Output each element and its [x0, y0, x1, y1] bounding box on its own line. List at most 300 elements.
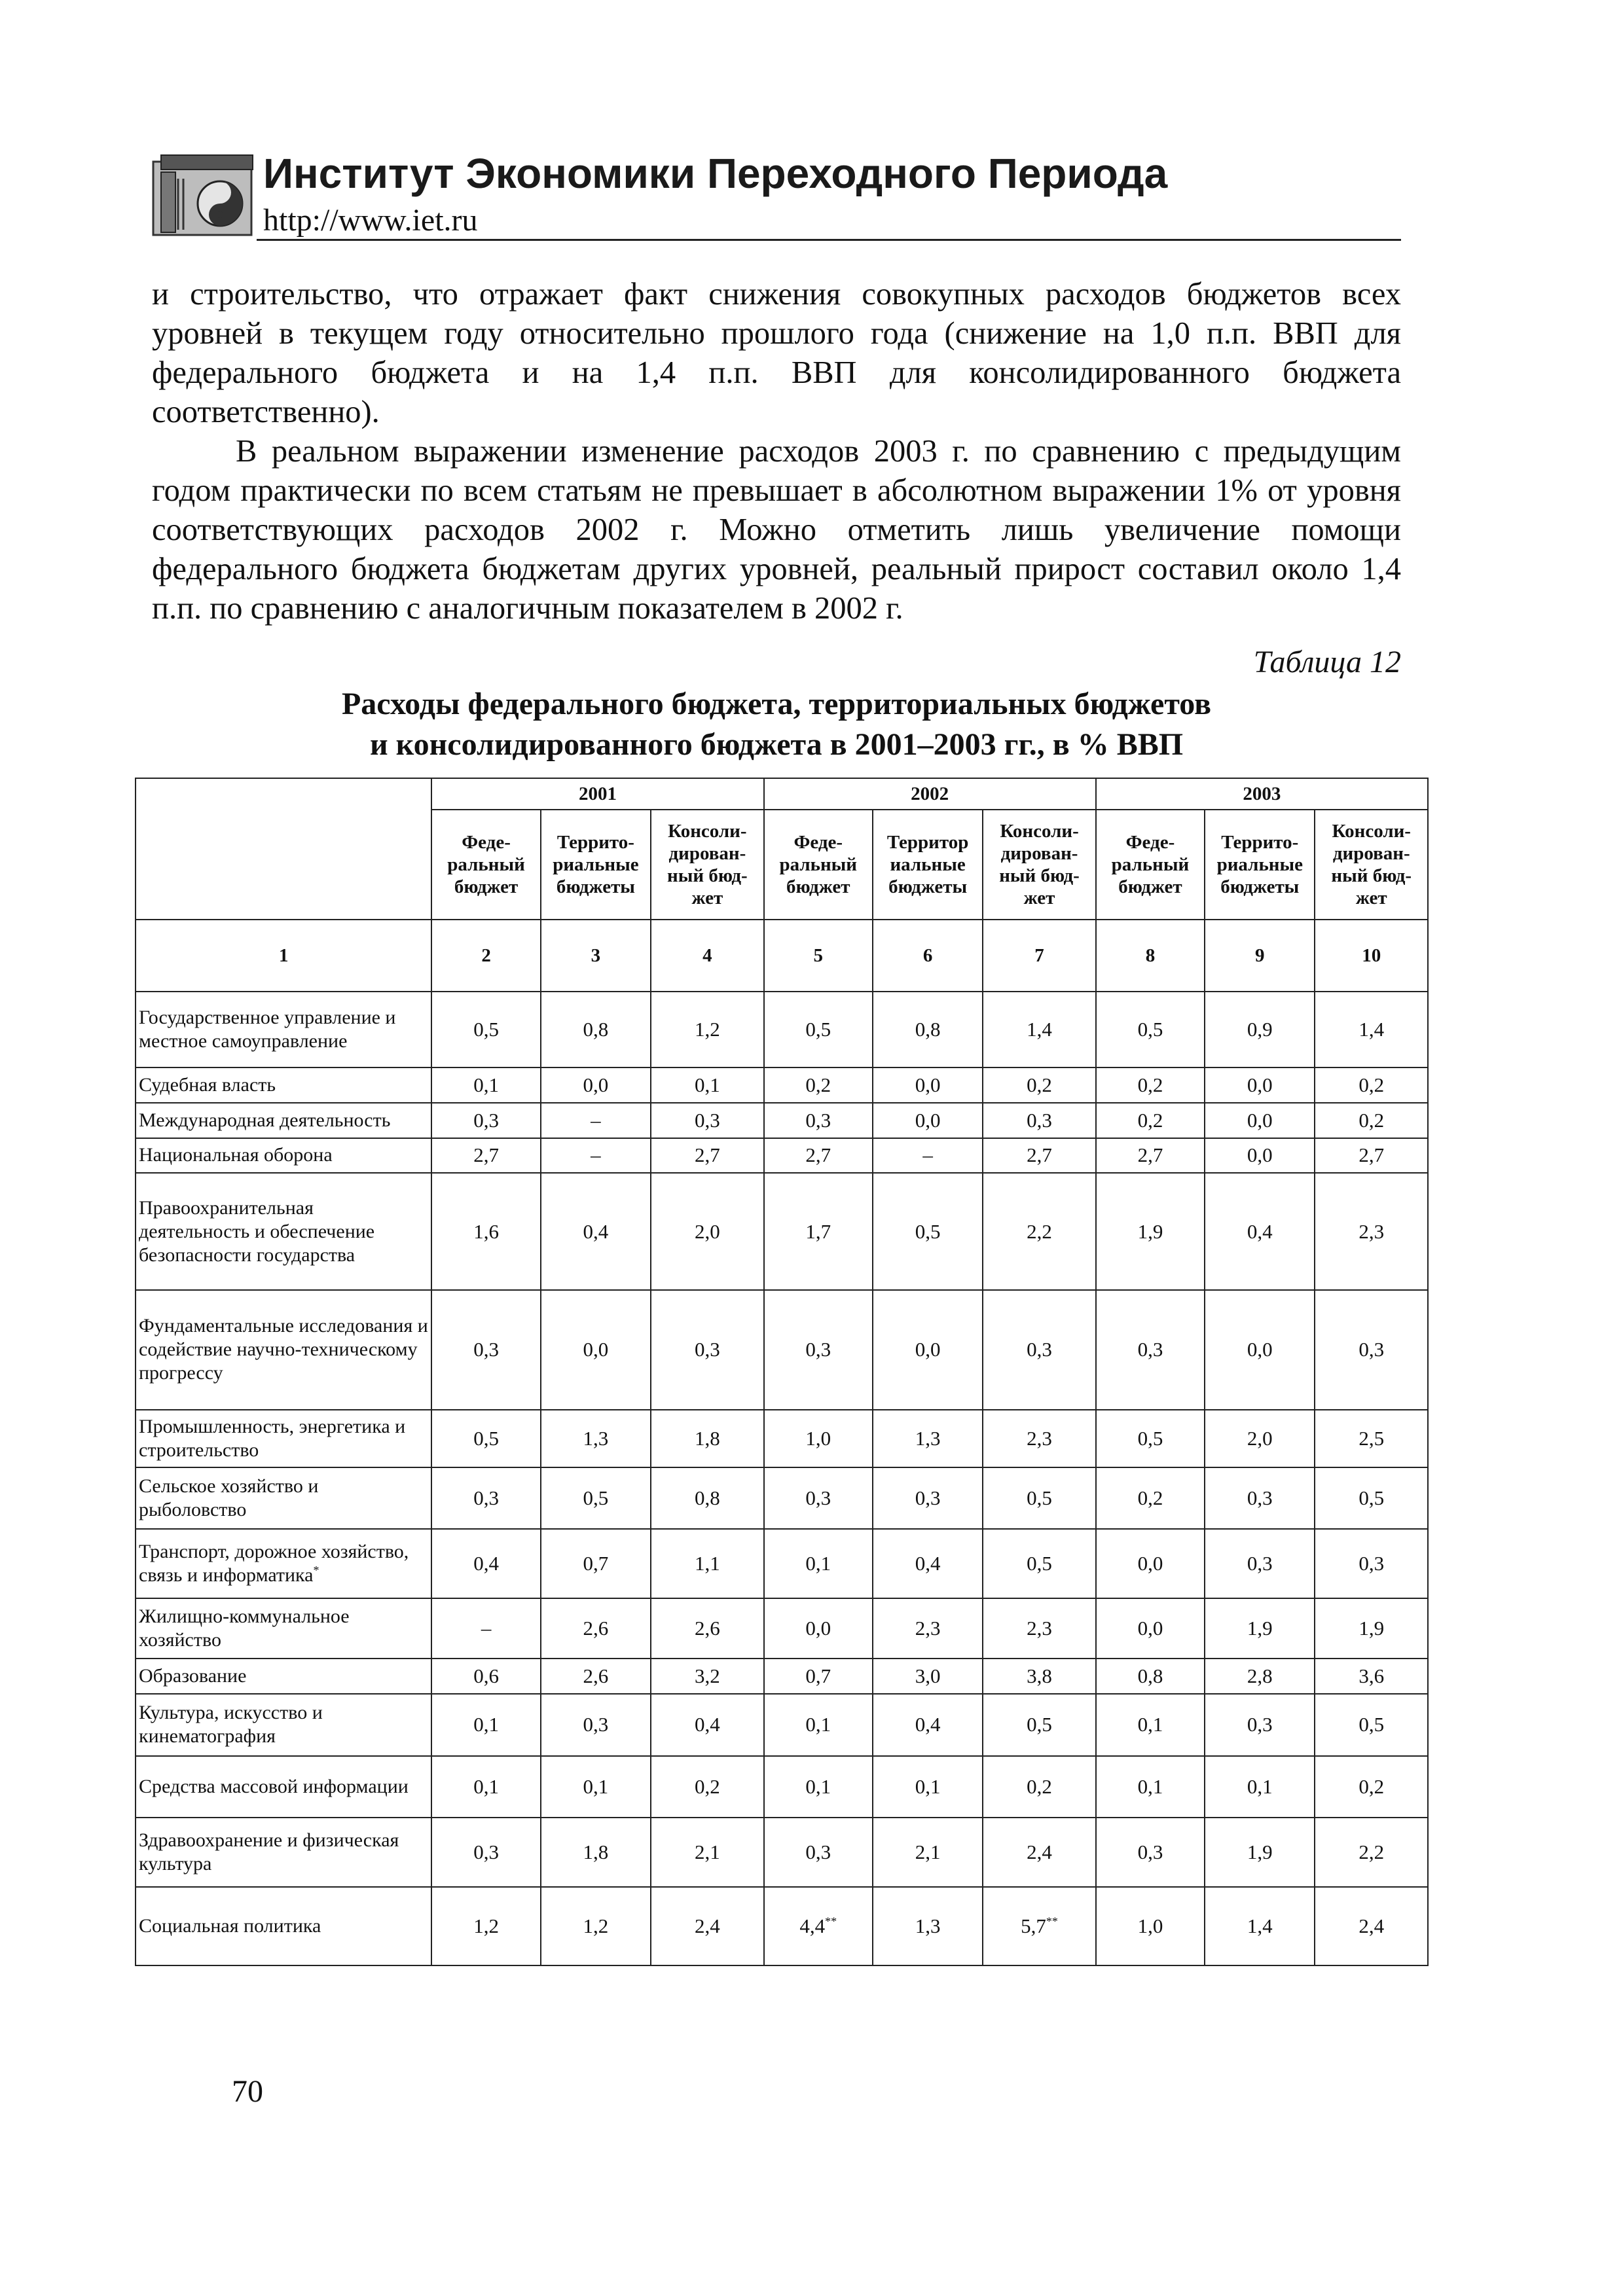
- table-cell: [873, 1410, 983, 1467]
- cell-value: 0,3: [1137, 1338, 1163, 1361]
- cell-value: 2,4: [1027, 1840, 1052, 1863]
- table-cell: [1096, 1290, 1205, 1410]
- subheader: Территор иальные бюджеты: [873, 810, 983, 920]
- year-header: 2002: [764, 778, 1096, 810]
- table-cell: [764, 1467, 873, 1530]
- row-label: [136, 1467, 431, 1530]
- table-cell: [764, 1818, 873, 1886]
- table-cell: [431, 1818, 540, 1886]
- cell-value: 0,0: [583, 1073, 609, 1096]
- cell-value: 2,8: [1247, 1664, 1273, 1688]
- row-label: [136, 1659, 431, 1694]
- table-cell: [1315, 1067, 1428, 1103]
- cell-value: 4,4: [799, 1914, 826, 1937]
- table-title-line: Расходы федерального бюджета, территориальных бюджетов: [341, 687, 1211, 721]
- table-cell: [541, 1818, 651, 1886]
- cell-value: 0,5: [473, 1426, 499, 1450]
- table-cell: [1096, 1529, 1205, 1598]
- cell-value: 0,1: [473, 1774, 499, 1798]
- cell-value: 0,2: [1027, 1073, 1052, 1096]
- cell-value: 2,7: [694, 1143, 720, 1167]
- table-row: [136, 1173, 1428, 1289]
- table-row: [136, 1103, 1428, 1138]
- cell-value: –: [591, 1143, 601, 1167]
- table-cell: [431, 1598, 540, 1659]
- cell-value: 1,1: [694, 1552, 720, 1575]
- cell-value: 3,8: [1027, 1664, 1052, 1688]
- table-title-line: и консолидированного бюджета в 2001–2003 гг., в % ВВП: [369, 727, 1184, 762]
- table-cell: [1096, 1067, 1205, 1103]
- column-number: 6: [873, 920, 983, 992]
- table-cell: [431, 1529, 540, 1598]
- cell-value: 0,1: [694, 1073, 720, 1096]
- cell-value: 0,3: [1137, 1840, 1163, 1863]
- row-label: [136, 1067, 431, 1103]
- table-cell: [541, 1173, 651, 1289]
- table-label: Таблица 12: [1253, 645, 1401, 679]
- table-cell: [651, 1467, 763, 1530]
- row-label: [136, 1173, 431, 1289]
- cell-value: 0,3: [583, 1713, 609, 1736]
- cell-value: 0,1: [473, 1713, 499, 1736]
- cell-value: 3,2: [694, 1664, 720, 1688]
- cell-value: 2,3: [1359, 1219, 1385, 1243]
- institute-name: Институт Экономики Переходного Периода: [263, 150, 1168, 197]
- table-cell: [651, 1756, 763, 1818]
- header-row-numbers: [136, 920, 1428, 992]
- cell-value: 0,3: [1359, 1552, 1385, 1575]
- cell-value: 0,4: [473, 1552, 499, 1575]
- table-cell: [873, 1103, 983, 1138]
- table-cell: [541, 1410, 651, 1467]
- table-title: [152, 684, 1401, 765]
- table-cell: [541, 1103, 651, 1138]
- cell-value: 2,4: [1359, 1914, 1385, 1937]
- row-label: [136, 1598, 431, 1659]
- cell-value: 2,4: [694, 1914, 720, 1937]
- cell-value: 2,1: [915, 1840, 941, 1863]
- paragraph: и строительство, что отражает факт снижения совокупных расходов бюджетов всех уровней в текущем году относительно прошлого года (снижение на 1,0 п.п. ВВП для федерального бюджета и на 1,4 п.п. ВВП для консолидированного бюджета соответственно).: [152, 277, 1401, 429]
- table-cell: [1315, 1290, 1428, 1410]
- cell-value: 2,5: [1359, 1426, 1385, 1450]
- row-label-text: Транспорт, дорожное хозяйство, связь и информатика: [139, 1541, 409, 1587]
- table-cell: [651, 1818, 763, 1886]
- table-cell: [1315, 1173, 1428, 1289]
- row-label: [136, 1290, 431, 1410]
- cell-value: 0,5: [473, 1018, 499, 1041]
- cell-value: 1,2: [583, 1914, 609, 1937]
- table-row: [136, 1467, 1428, 1530]
- row-label-text: Фундаментальные исследования и содействие научно-техническому прогрессу: [139, 1315, 428, 1384]
- cell-value: 1,2: [694, 1018, 720, 1041]
- table-row: [136, 1529, 1428, 1598]
- cell-value: 0,3: [473, 1486, 499, 1510]
- row-label-text: Образование: [139, 1665, 247, 1687]
- cell-value: 0,4: [583, 1219, 609, 1243]
- table-cell: [983, 1529, 1095, 1598]
- row-label: [136, 1103, 431, 1138]
- table-cell: [873, 1467, 983, 1530]
- cell-value: 2,6: [694, 1616, 720, 1640]
- table-cell: [1096, 1467, 1205, 1530]
- cell-value: 2,7: [473, 1143, 499, 1167]
- table-row: [136, 1887, 1428, 1966]
- cell-value: 0,5: [583, 1486, 609, 1510]
- cell-value: 2,6: [583, 1616, 609, 1640]
- cell-value: 0,1: [805, 1713, 831, 1736]
- table-cell: [1315, 1138, 1428, 1174]
- table-cell: [1096, 1598, 1205, 1659]
- cell-value: 0,1: [1137, 1774, 1163, 1798]
- cell-value: 0,5: [1137, 1426, 1163, 1450]
- row-label: [136, 1887, 431, 1966]
- cell-value: 0,2: [694, 1774, 720, 1798]
- table-cell: [873, 1887, 983, 1966]
- cell-value: 0,8: [694, 1486, 720, 1510]
- table-cell: [1205, 1756, 1315, 1818]
- table-cell: [541, 1887, 651, 1966]
- table-cell: [764, 1410, 873, 1467]
- cell-value: 2,7: [805, 1143, 831, 1167]
- table-cell: [983, 1138, 1095, 1174]
- table-cell: [1315, 1598, 1428, 1659]
- table-cell: [1315, 1756, 1428, 1818]
- cell-value: 2,3: [915, 1616, 941, 1640]
- table-cell: [1205, 1659, 1315, 1694]
- subheader: Консоли-дирован-ный бюд-жет: [1315, 810, 1428, 920]
- table-cell: [1205, 1694, 1315, 1756]
- cell-value: 0,9: [1247, 1018, 1273, 1041]
- table-cell: [764, 1659, 873, 1694]
- cell-value: 0,8: [583, 1018, 609, 1041]
- cell-value: 2,7: [1359, 1143, 1385, 1167]
- cell-value: 3,6: [1359, 1664, 1385, 1688]
- cell-value: 0,3: [694, 1338, 720, 1361]
- table-cell: [764, 1138, 873, 1174]
- cell-value: 2,2: [1027, 1219, 1052, 1243]
- table-cell: [983, 1694, 1095, 1756]
- column-number: 9: [1205, 920, 1315, 992]
- table-cell: [873, 1598, 983, 1659]
- cell-value: 1,9: [1137, 1219, 1163, 1243]
- table-cell: [1205, 1818, 1315, 1886]
- cell-value: 0,2: [1137, 1073, 1163, 1096]
- footnote-mark: **: [825, 1914, 837, 1928]
- body-text: [152, 275, 1401, 628]
- subheader: Консоли-дирован-ный бюд-жет: [983, 810, 1095, 920]
- cell-value: 0,3: [915, 1486, 941, 1510]
- table-cell: [541, 1529, 651, 1598]
- cell-value: 0,3: [1027, 1108, 1052, 1132]
- table-cell: [1205, 1467, 1315, 1530]
- table-cell: [873, 1818, 983, 1886]
- page-number: 70: [232, 2074, 263, 2109]
- table-cell: [1315, 1818, 1428, 1886]
- table-row: [136, 1598, 1428, 1659]
- cell-value: 0,5: [1137, 1018, 1163, 1041]
- table-cell: [764, 1756, 873, 1818]
- table-cell: [1096, 1410, 1205, 1467]
- cell-value: 0,0: [1247, 1338, 1273, 1361]
- table-cell: [431, 1173, 540, 1289]
- cell-value: 1,3: [915, 1426, 941, 1450]
- cell-value: 1,6: [473, 1219, 499, 1243]
- table-row: [136, 1410, 1428, 1467]
- table-cell: [541, 1598, 651, 1659]
- header-row-years: [136, 778, 1428, 810]
- table-cell: [873, 1659, 983, 1694]
- cell-value: 0,3: [805, 1840, 831, 1863]
- cell-value: 0,1: [915, 1774, 941, 1798]
- cell-value: 2,7: [1027, 1143, 1052, 1167]
- table-cell: [651, 1694, 763, 1756]
- header-divider: [257, 239, 1401, 241]
- cell-value: 0,2: [1137, 1486, 1163, 1510]
- table-header: [136, 778, 1428, 992]
- subheader: Консоли-дирован-ный бюд-жет: [651, 810, 763, 920]
- table-cell: [1096, 1818, 1205, 1886]
- table-cell: [541, 1756, 651, 1818]
- table-cell: [983, 1659, 1095, 1694]
- table-cell: [651, 1103, 763, 1138]
- cell-value: 0,4: [915, 1713, 941, 1736]
- cell-value: 0,5: [1027, 1713, 1052, 1736]
- table-cell: [1205, 1598, 1315, 1659]
- row-label-text: Жилищно-коммунальное хозяйство: [139, 1605, 350, 1651]
- table-cell: [1315, 1467, 1428, 1530]
- cell-value: 0,0: [915, 1338, 941, 1361]
- cell-value: 2,0: [1247, 1426, 1273, 1450]
- table-cell: [983, 1887, 1095, 1966]
- table-cell: [651, 1887, 763, 1966]
- table-cell: [1205, 1067, 1315, 1103]
- table-cell: [1096, 1138, 1205, 1174]
- row-label: [136, 1694, 431, 1756]
- cell-value: 0,3: [473, 1338, 499, 1361]
- table-cell: [651, 1290, 763, 1410]
- cell-value: 0,0: [1137, 1552, 1163, 1575]
- table-cell: [983, 1467, 1095, 1530]
- cell-value: 0,2: [1027, 1774, 1052, 1798]
- table-cell: [873, 1290, 983, 1410]
- table-cell: [764, 992, 873, 1067]
- table-cell: [541, 1659, 651, 1694]
- cell-value: 0,3: [805, 1108, 831, 1132]
- cell-value: 1,9: [1247, 1840, 1273, 1863]
- cell-value: 0,0: [1247, 1108, 1273, 1132]
- row-label-text: Судебная власть: [139, 1073, 276, 1096]
- cell-value: 0,4: [915, 1552, 941, 1575]
- table-cell: [764, 1529, 873, 1598]
- cell-value: 0,0: [915, 1108, 941, 1132]
- cell-value: 0,2: [1359, 1073, 1385, 1096]
- table-cell: [983, 1103, 1095, 1138]
- cell-value: 1,4: [1359, 1018, 1385, 1041]
- cell-value: 0,5: [1027, 1486, 1052, 1510]
- column-number: 8: [1096, 920, 1205, 992]
- cell-value: 0,1: [583, 1774, 609, 1798]
- table-cell: [983, 1598, 1095, 1659]
- table-cell: [651, 1173, 763, 1289]
- table-cell: [651, 1659, 763, 1694]
- cell-value: 0,5: [805, 1018, 831, 1041]
- table-row: [136, 1659, 1428, 1694]
- paragraph: В реальном выражении изменение расходов 2003 г. по сравнению с предыдущим годом практически по всем статьям не превышает в абсолютном выражении 1% от уровня соответствующих расходов 2002 г. Можно отметить лишь увеличение помощи федерального бюджета бюджетам других уровней, реальный прирост составил около 1,4 п.п. по сравнению с аналогичным показателем в 2002 г.: [152, 434, 1401, 626]
- table-cell: [1205, 1138, 1315, 1174]
- cell-value: 1,4: [1247, 1914, 1273, 1937]
- row-label-text: Международная деятельность: [139, 1109, 391, 1131]
- table-cell: [651, 1067, 763, 1103]
- cell-value: 2,6: [583, 1664, 609, 1688]
- row-label-text: Промышленность, энергетика и строительство: [139, 1415, 406, 1461]
- table-cell: [1315, 1410, 1428, 1467]
- row-label: [136, 1529, 431, 1598]
- footnote-mark: *: [313, 1564, 319, 1577]
- cell-value: 0,3: [1247, 1486, 1273, 1510]
- cell-value: 2,3: [1027, 1426, 1052, 1450]
- cell-value: 0,1: [1247, 1774, 1273, 1798]
- column-number: 3: [541, 920, 651, 992]
- column-number: 2: [431, 920, 540, 992]
- row-label-text: Здравоохранение и физическая культура: [139, 1829, 399, 1874]
- cell-value: 0,2: [805, 1073, 831, 1096]
- cell-value: 0,4: [1247, 1219, 1273, 1243]
- table-cell: [1096, 992, 1205, 1067]
- table-cell: [1205, 1887, 1315, 1966]
- year-header: 2003: [1096, 778, 1428, 810]
- table-row: [136, 1694, 1428, 1756]
- cell-value: 0,1: [805, 1552, 831, 1575]
- row-label-text: Социальная политика: [139, 1914, 321, 1937]
- table-row: [136, 1067, 1428, 1103]
- row-label-text: Средства массовой информации: [139, 1775, 409, 1797]
- row-label: [136, 1410, 431, 1467]
- table-cell: [764, 1103, 873, 1138]
- cell-value: 1,7: [805, 1219, 831, 1243]
- cell-value: 0,5: [1359, 1486, 1385, 1510]
- footnote-mark: **: [1046, 1914, 1058, 1928]
- table-cell: [651, 1529, 763, 1598]
- table-row: [136, 1138, 1428, 1174]
- cell-value: 0,2: [1359, 1774, 1385, 1798]
- cell-value: 1,9: [1247, 1616, 1273, 1640]
- table-cell: [1315, 1659, 1428, 1694]
- table-row: [136, 1756, 1428, 1818]
- budget-table: [135, 778, 1429, 1966]
- cell-value: 0,5: [915, 1219, 941, 1243]
- table-cell: [1315, 992, 1428, 1067]
- cell-value: 0,0: [915, 1073, 941, 1096]
- table-cell: [764, 1694, 873, 1756]
- cell-value: 2,0: [694, 1219, 720, 1243]
- table-cell: [431, 1887, 540, 1966]
- row-label: [136, 1756, 431, 1818]
- table-cell: [431, 1467, 540, 1530]
- row-label-text: Сельское хозяйство и рыболовство: [139, 1475, 319, 1521]
- table-row: [136, 1818, 1428, 1886]
- cell-value: 0,3: [1027, 1338, 1052, 1361]
- cell-value: 0,1: [805, 1774, 831, 1798]
- column-number: 1: [136, 920, 431, 992]
- table-cell: [1315, 1694, 1428, 1756]
- cell-value: –: [591, 1108, 601, 1132]
- table-cell: [983, 1290, 1095, 1410]
- table-cell: [651, 1138, 763, 1174]
- row-label-text: Государственное управление и местное самоуправление: [139, 1007, 396, 1052]
- cell-value: 2,1: [694, 1840, 720, 1863]
- table-cell: [541, 1067, 651, 1103]
- cell-value: 0,3: [694, 1108, 720, 1132]
- cell-value: 1,3: [583, 1426, 609, 1450]
- table-cell: [873, 1756, 983, 1818]
- table-cell: [1315, 1103, 1428, 1138]
- table-cell: [431, 992, 540, 1067]
- table-cell: [873, 1694, 983, 1756]
- cell-value: 1,3: [915, 1914, 941, 1937]
- cell-value: 0,1: [1137, 1713, 1163, 1736]
- cell-value: 1,9: [1359, 1616, 1385, 1640]
- table-cell: [764, 1887, 873, 1966]
- table-cell: [651, 992, 763, 1067]
- cell-value: –: [481, 1616, 492, 1640]
- table-cell: [873, 1067, 983, 1103]
- table-cell: [541, 992, 651, 1067]
- subheader: Феде-ральный бюджет: [1096, 810, 1205, 920]
- table-cell: [541, 1467, 651, 1530]
- table-cell: [1096, 1756, 1205, 1818]
- table-row: [136, 1290, 1428, 1410]
- table-cell: [1205, 1103, 1315, 1138]
- table-cell: [873, 1173, 983, 1289]
- table-cell: [431, 1659, 540, 1694]
- cell-value: 3,0: [915, 1664, 941, 1688]
- cell-value: 0,2: [1137, 1108, 1163, 1132]
- row-label: [136, 992, 431, 1067]
- table-cell: [1205, 992, 1315, 1067]
- cell-value: 1,8: [583, 1840, 609, 1863]
- table-cell: [431, 1067, 540, 1103]
- table-cell: [1096, 1694, 1205, 1756]
- cell-value: 0,0: [1137, 1616, 1163, 1640]
- cell-value: 0,3: [473, 1840, 499, 1863]
- row-label: [136, 1138, 431, 1174]
- cell-value: 2,7: [1137, 1143, 1163, 1167]
- institute-url[interactable]: http://www.iet.ru: [263, 203, 478, 238]
- cell-value: 1,0: [1137, 1914, 1163, 1937]
- table-cell: [983, 1173, 1095, 1289]
- table-cell: [431, 1756, 540, 1818]
- cell-value: 1,4: [1027, 1018, 1052, 1041]
- table-cell: [873, 1138, 983, 1174]
- row-label-text: Национальная оборона: [139, 1144, 333, 1166]
- cell-value: 0,7: [805, 1664, 831, 1688]
- cell-value: 0,2: [1359, 1108, 1385, 1132]
- table-cell: [431, 1694, 540, 1756]
- table-cell: [1096, 1173, 1205, 1289]
- table-cell: [764, 1598, 873, 1659]
- row-label-text: Культура, искусство и кинематография: [139, 1702, 323, 1748]
- cell-value: 0,3: [1247, 1552, 1273, 1575]
- table-cell: [541, 1290, 651, 1410]
- table-cell: [1096, 1659, 1205, 1694]
- table-body: [136, 992, 1428, 1965]
- cell-value: 0,5: [1027, 1552, 1052, 1575]
- year-header: 2001: [431, 778, 763, 810]
- cell-value: 0,0: [1247, 1073, 1273, 1096]
- table-cell: [431, 1103, 540, 1138]
- subheader: Террито-риальные бюджеты: [1205, 810, 1315, 920]
- table-cell: [983, 1067, 1095, 1103]
